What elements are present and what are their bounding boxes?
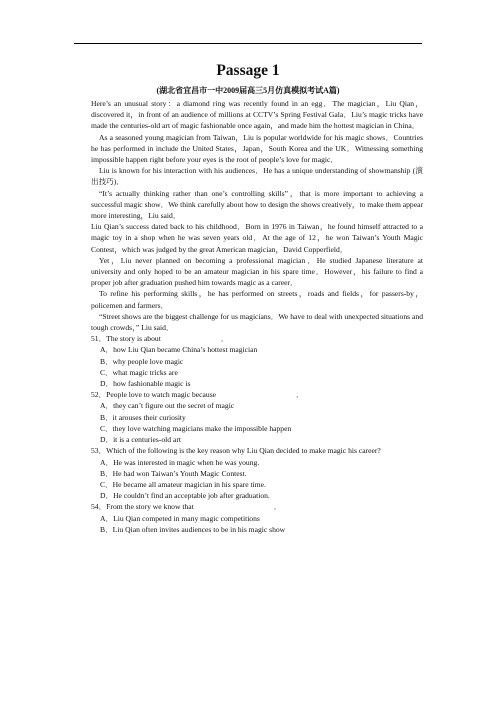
paragraph-2: As a seasoned young magician from Taiwan，Liu is popular worldwide for his magic shows．Countries he has performed in include the United States，Japan，South Korea and the UK．Witnessing something impossible happen right before your eyes is the root of people’s love for magic．	[91, 132, 423, 165]
option-a: A．Liu Qian competed in many magic competitions	[100, 513, 260, 523]
option-d: D．how fashionable magic is	[100, 379, 191, 389]
paragraph-6: Yet，Liu never planned on becoming a professional magician．He studied Japanese literature at university and only hoped to be an amateur magician in his spare time．However，his failure to find a proper job after graduation pushed him towards magic as a career．	[91, 255, 423, 288]
option-b: B．Liu Qian often invites audiences to be in his magic show	[100, 524, 286, 534]
option-c: C．He became all amateur magician in his spare time.	[100, 479, 266, 489]
question-51	[91, 333, 423, 389]
paragraph-1: Here’s an unusual story：a diamond ring was recently found in an egg．The magician，Liu Qian，discovered it，in front of an audience of millions at CCTV’s Spring Festival Gala．Liu’s magic tricks have made the centuries-old art of magic fashionable once again，and made him the hottest magician in China．	[91, 99, 423, 131]
option-b: B．why people love magic	[100, 356, 184, 366]
option-d: D．He couldn’t find an acceptable job after graduation.	[100, 491, 270, 501]
question-tail: ．	[220, 334, 229, 344]
question-stem: 54．From the story we know that	[91, 502, 194, 512]
option-a: A．He was interested in magic when he was young.	[100, 457, 260, 467]
passage-body	[91, 98, 423, 535]
question-52	[91, 389, 423, 445]
option-c: C．they love watching magicians make the impossible happen	[100, 423, 292, 433]
paragraph-3: Liu is known for his interaction with his audiences．He has a unique understanding of showmanship (演出技巧)．	[91, 166, 423, 187]
option-a: A．how Liu Qian became China’s hottest magician	[100, 345, 258, 355]
header-rule	[74, 43, 422, 44]
option-b: B．it arouses their curiosity	[100, 412, 186, 422]
paragraph-7: To refine his performing skills，he has performed on streets，roads and fields，for passers-by，policemen and farmers．	[91, 289, 423, 310]
paragraph-4: “It’s actually thinking rather than one’s controlling skills”，that is more important to achieving a successful magic show．We think carefully about how to design the shows creatively，to make them appear more interesting，Liu said．	[91, 188, 423, 221]
question-tail: ．	[273, 502, 282, 512]
question-stem: 52．People love to watch magic because	[91, 390, 217, 400]
question-53	[91, 445, 423, 501]
option-b: B．He had won Taiwan’s Youth Magic Contest.	[100, 468, 247, 478]
question-stem: 53．Which of the following is the key reason why Liu Qian decided to make magic his career?	[91, 446, 381, 456]
passage-source: (湖北省宜昌市一中2009届高三5月仿真模拟考试A篇)	[156, 86, 340, 95]
question-tail: ．	[296, 390, 304, 400]
paragraph-8: “Street shows are the biggest challenge for us magicians．We have to deal with unexpected situations and tough crowds，” Liu said．	[91, 311, 423, 333]
question-stem: 51．The story is about	[91, 334, 161, 344]
option-c: C．what magic tricks are	[100, 367, 178, 377]
question-54	[91, 501, 423, 535]
option-d: D．it is a centuries-old art	[100, 435, 181, 445]
option-a: A．they can’t figure out the secret of magic	[100, 401, 235, 411]
paragraph-5: Liu Qian’s success dated back to his childhood．Born in 1976 in Taiwan，he found himself attracted to a magic toy in a shop when he was seven years old．At the age of 12，he won Taiwan’s Youth Magic Contest，which was judged by the great American magician，David Copperfield．	[91, 222, 423, 254]
passage-title: Passage 1	[216, 62, 280, 79]
